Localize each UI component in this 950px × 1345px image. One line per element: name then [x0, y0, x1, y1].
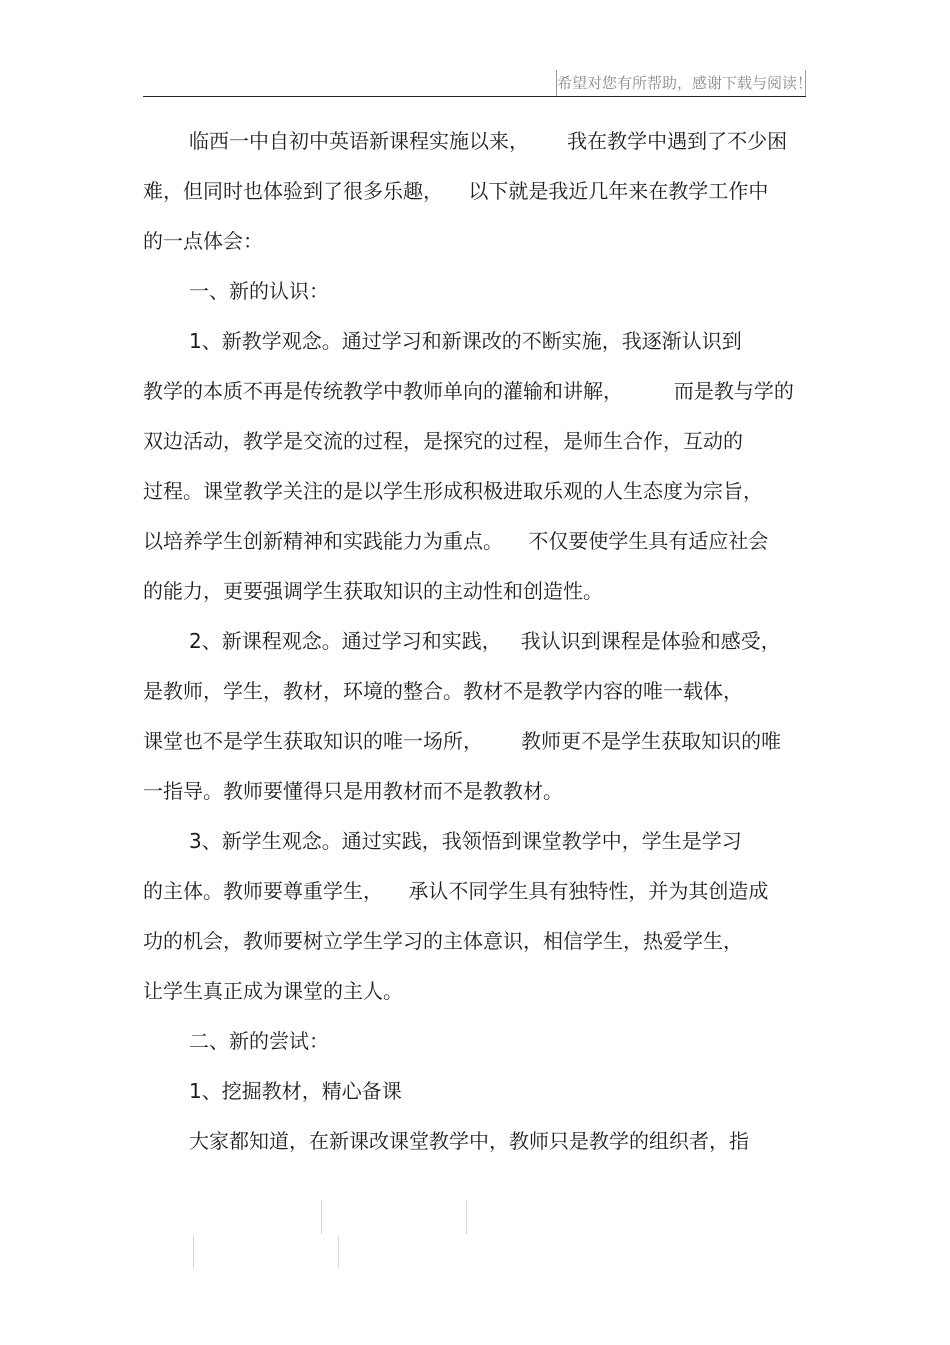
- paragraph-line: 大家都知道，在新课改课堂教学中，教师只是教学的组织者，指: [189, 1129, 749, 1153]
- paragraph-line: 3、新学生观念。通过实践，我领悟到课堂教学中，学生是学习: [189, 829, 742, 853]
- header-note: 希望对您有所帮助，感谢下载与阅读！: [556, 70, 806, 96]
- paragraph-line: 过程。课堂教学关注的是以学生形成积极进取乐观的人生态度为宗旨，: [143, 479, 763, 503]
- paragraph-line: 以培养学生创新精神和实践能力为重点。 不仅要使学生具有适应社会: [143, 529, 769, 553]
- paragraph-line: 难，但同时也体验到了很多乐趣， 以下就是我近几年来在教学工作中: [143, 179, 769, 203]
- paragraph-line: 课堂也不是学生获取知识的唯一场所， 教师更不是学生获取知识的唯: [143, 729, 782, 753]
- section-heading: 一、新的认识：: [189, 279, 329, 303]
- paragraph-line: 2、新课程观念。通过学习和实践， 我认识到课程是体验和感受，: [189, 629, 781, 653]
- paragraph-line: 的一点体会：: [143, 229, 263, 253]
- section-heading: 二、新的尝试：: [189, 1029, 329, 1053]
- paragraph-line: 一指导。教师要懂得只是用教材而不是教教材。: [143, 779, 563, 803]
- subsection-heading: 1、挖掘教材，精心备课: [189, 1079, 402, 1103]
- paragraph-line: 是教师，学生，教材，环境的整合。教材不是教学内容的唯一载体，: [143, 679, 743, 703]
- paragraph-line: 教学的本质不再是传统教学中教师单向的灌输和讲解， 而是教与学的: [143, 379, 794, 403]
- header-rule: [143, 96, 806, 97]
- paragraph-line: 1、新教学观念。通过学习和新课改的不断实施，我逐渐认识到: [189, 329, 742, 353]
- table-border-fragment: [466, 1200, 467, 1234]
- paragraph-line: 的主体。教师要尊重学生， 承认不同学生具有独特性，并为其创造成: [143, 879, 769, 903]
- paragraph-line: 临西一中自初中英语新课程实施以来， 我在教学中遇到了不少困: [189, 129, 788, 153]
- paragraph-line: 双边活动，教学是交流的过程，是探究的过程，是师生合作，互动的: [143, 429, 743, 453]
- paragraph-line: 的能力，更要强调学生获取知识的主动性和创造性。: [143, 579, 603, 603]
- paragraph-line: 功的机会，教师要树立学生学习的主体意识，相信学生，热爱学生，: [143, 929, 743, 953]
- table-border-fragment: [321, 1200, 322, 1234]
- table-border-fragment: [338, 1236, 339, 1268]
- paragraph-line: 让学生真正成为课堂的主人。: [143, 979, 403, 1003]
- table-border-fragment: [193, 1236, 194, 1268]
